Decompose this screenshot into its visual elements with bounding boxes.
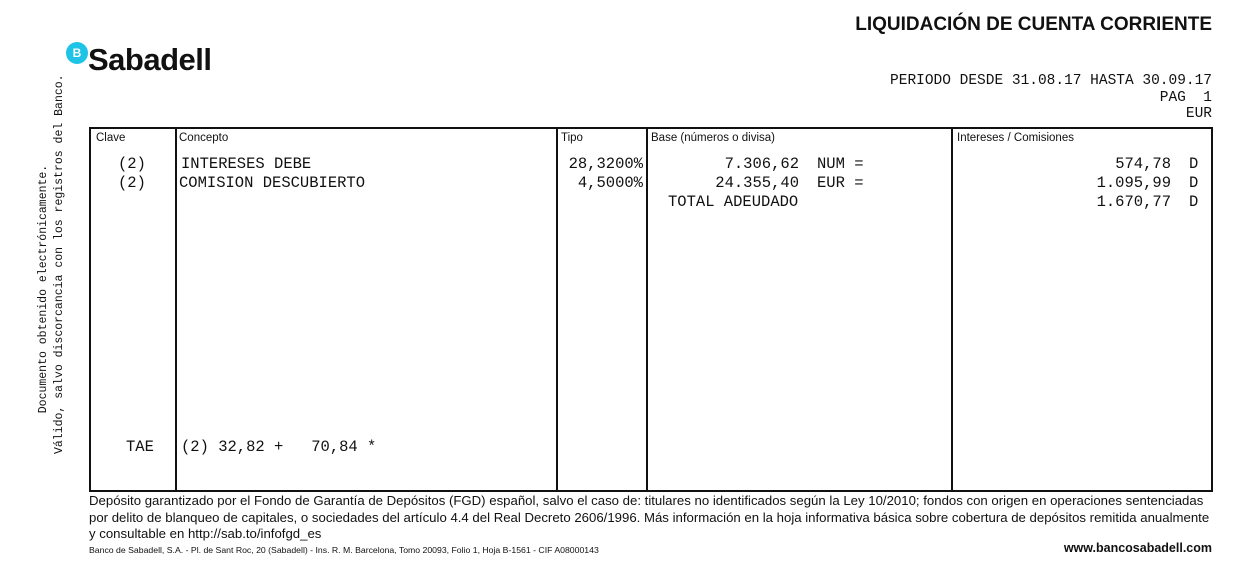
side-note-line-1: Documento obtenido electrónicamente. (37, 164, 50, 414)
side-note (37, 74, 71, 454)
row-2-base: 24.355,40 (715, 174, 799, 192)
period-range: PERIODO DESDE 31.08.17 HASTA 30.09.17 (890, 73, 1212, 89)
row-1-dc: D (1189, 155, 1199, 173)
header-concepto: Concepto (179, 132, 229, 144)
total-dc: D (1189, 193, 1199, 211)
header-intereses: Intereses / Comisiones (957, 132, 1074, 144)
logo-text: Sabadell (88, 42, 212, 77)
row-2-importe: 1.095,99 (1096, 174, 1171, 192)
tae-value: (2) 32,82 + 70,84 * (181, 438, 377, 456)
column-divider (646, 129, 648, 490)
column-divider (951, 129, 953, 490)
row-2-tipo: 4,5000% (577, 174, 643, 192)
row-1-clave: (2) (118, 155, 146, 173)
header-clave: Clave (96, 132, 126, 144)
row-1-base: 7.306,62 (724, 155, 799, 173)
document-title: LIQUIDACIÓN DE CUENTA CORRIENTE (855, 14, 1212, 35)
currency: EUR (1185, 106, 1212, 122)
total-importe: 1.670,77 (1096, 193, 1171, 211)
row-1-importe: 574,78 (1115, 155, 1171, 173)
row-1-base-unit: NUM = (817, 155, 864, 173)
side-note-line-2: Válido, salvo discorcancia con los registros del Banco. (53, 74, 66, 454)
row-1-tipo: 28,3200% (568, 155, 643, 173)
row-1-concepto: INTERESES DEBE (181, 155, 312, 173)
row-2-dc: D (1189, 174, 1199, 192)
total-label: TOTAL ADEUDADO (668, 193, 799, 211)
period-block (890, 73, 1212, 123)
column-divider (175, 129, 177, 490)
legal-registration: Banco de Sabadell, S.A. - Pl. de Sant Roc, 20 (Sabadell) - Ins. R. M. Barcelona, Tomo 20093, Folio 1, Hoja B-1561 - CIF A08000143 (89, 545, 599, 555)
header-base: Base (números o divisa) (651, 132, 775, 144)
website-link[interactable]: www.bancosabadell.com (1063, 541, 1212, 555)
settlement-table (89, 127, 1213, 492)
logo-badge-icon: B (66, 42, 88, 64)
row-2-clave: (2) (118, 174, 146, 192)
row-2-base-unit: EUR = (817, 174, 864, 192)
tae-label: TAE (126, 438, 154, 456)
fgd-deposit-note: Depósito garantizado por el Fondo de Garantía de Depósitos (FGD) español, salvo el caso de: titulares no identificados según la Ley 10/2010; fondos con origen en operaciones sentenciadas por delito de blanqueo de capitales, o sociedades del artículo 4.4 del Real Decreto 2606/1996. Más información en la hoja informativa básica sobre cobertura de depósitos remitida anualmente y consultable en http://sab.to/infofgd_es (89, 493, 1210, 541)
row-2-concepto: COMISION DESCUBIERTO (179, 174, 366, 192)
header-tipo: Tipo (561, 132, 583, 144)
page-number: PAG 1 (1159, 89, 1212, 106)
